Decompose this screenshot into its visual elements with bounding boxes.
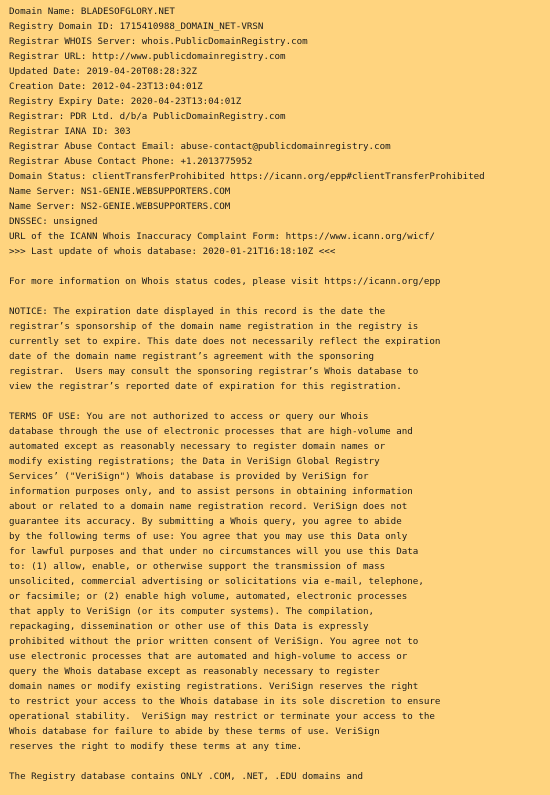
whois-line: The Registry database contains ONLY .COM, .NET, .EDU domains and <box>9 771 364 782</box>
whois-line: automated except as reasonably necessary to register domain names or <box>9 441 386 452</box>
whois-line: guarantee its accuracy. By submitting a Whois query, you agree to abide <box>9 516 402 527</box>
whois-line: currently set to expire. This date does not necessarily reflect the expiration <box>9 336 441 347</box>
whois-line: TERMS OF USE: You are not authorized to access or query our Whois <box>9 411 369 422</box>
whois-line: operational stability. VeriSign may restrict or terminate your access to the <box>9 711 435 722</box>
whois-line <box>9 289 550 304</box>
whois-line: or facsimile; or (2) enable high volume, automated, electronic processes <box>9 591 408 602</box>
whois-line: view the registrar’s reported date of expiration for this registration. <box>9 381 402 392</box>
whois-line: Registry Domain ID: 1715410988_DOMAIN_NET-VRSN <box>9 21 264 32</box>
whois-line: For more information on Whois status codes, please visit https://icann.org/epp <box>9 276 441 287</box>
whois-line: to: (1) allow, enable, or otherwise support the transmission of mass <box>9 561 386 572</box>
whois-line: Registrar URL: http://www.publicdomainregistry.com <box>9 51 286 62</box>
whois-line: unsolicited, commercial advertising or solicitations via e-mail, telephone, <box>9 576 424 587</box>
whois-line: domain names or modify existing registrations. VeriSign reserves the right <box>9 681 419 692</box>
whois-line: about or related to a domain name registration record. VeriSign does not <box>9 501 408 512</box>
whois-line: Registrar: PDR Ltd. d/b/a PublicDomainRegistry.com <box>9 111 286 122</box>
whois-line: Registrar Abuse Contact Phone: +1.2013775952 <box>9 156 253 167</box>
whois-line: Registrar WHOIS Server: whois.PublicDomainRegistry.com <box>9 36 308 47</box>
whois-line: to restrict your access to the Whois database in its sole discretion to ensure <box>9 696 441 707</box>
whois-line: repackaging, dissemination or other use of this Data is expressly <box>9 621 369 632</box>
whois-line: modify existing registrations; the Data in VeriSign Global Registry <box>9 456 380 467</box>
whois-line: that apply to VeriSign (or its computer systems). The compilation, <box>9 606 375 617</box>
whois-line: reserves the right to modify these terms at any time. <box>9 741 303 752</box>
whois-line: database through the use of electronic processes that are high-volume and <box>9 426 413 437</box>
whois-line: Registrar IANA ID: 303 <box>9 126 131 137</box>
whois-line: DNSSEC: unsigned <box>9 216 98 227</box>
whois-line: Updated Date: 2019-04-20T08:28:32Z <box>9 66 198 77</box>
whois-line: Creation Date: 2012-04-23T13:04:01Z <box>9 81 203 92</box>
whois-line: Whois database for failure to abide by these terms of use. VeriSign <box>9 726 380 737</box>
whois-line: Domain Status: clientTransferProhibited https://icann.org/epp#clientTransferProhibited <box>9 171 485 182</box>
whois-line: Domain Name: BLADESOFGLORY.NET <box>9 6 175 17</box>
whois-line: Name Server: NS2-GENIE.WEBSUPPORTERS.COM <box>9 201 231 212</box>
whois-line: use electronic processes that are automated and high-volume to access or <box>9 651 408 662</box>
whois-line: registrar. Users may consult the sponsoring registrar’s Whois database to <box>9 366 419 377</box>
whois-line: date of the domain name registrant’s agreement with the sponsoring <box>9 351 375 362</box>
whois-line: query the Whois database except as reasonably necessary to register <box>9 666 380 677</box>
whois-line <box>9 394 550 409</box>
whois-line: information purposes only, and to assist persons in obtaining information <box>9 486 413 497</box>
whois-line: registrar’s sponsorship of the domain name registration in the registry is <box>9 321 419 332</box>
whois-line: prohibited without the prior written consent of VeriSign. You agree not to <box>9 636 419 647</box>
whois-line <box>9 754 550 769</box>
whois-line: for lawful purposes and that under no circumstances will you use this Data <box>9 546 419 557</box>
whois-line: >>> Last update of whois database: 2020-01-21T16:18:10Z <<< <box>9 246 336 257</box>
whois-line: Name Server: NS1-GENIE.WEBSUPPORTERS.COM <box>9 186 231 197</box>
whois-line <box>9 259 550 274</box>
whois-line: NOTICE: The expiration date displayed in this record is the date the <box>9 306 386 317</box>
whois-line: Registry Expiry Date: 2020-04-23T13:04:01Z <box>9 96 242 107</box>
whois-line: Registrar Abuse Contact Email: abuse-contact@publicdomainregistry.com <box>9 141 391 152</box>
whois-line: by the following terms of use: You agree that you may use this Data only <box>9 531 408 542</box>
whois-line: URL of the ICANN Whois Inaccuracy Complaint Form: https://www.icann.org/wicf/ <box>9 231 435 242</box>
whois-line: Services’ ("VeriSign") Whois database is provided by VeriSign for <box>9 471 369 482</box>
